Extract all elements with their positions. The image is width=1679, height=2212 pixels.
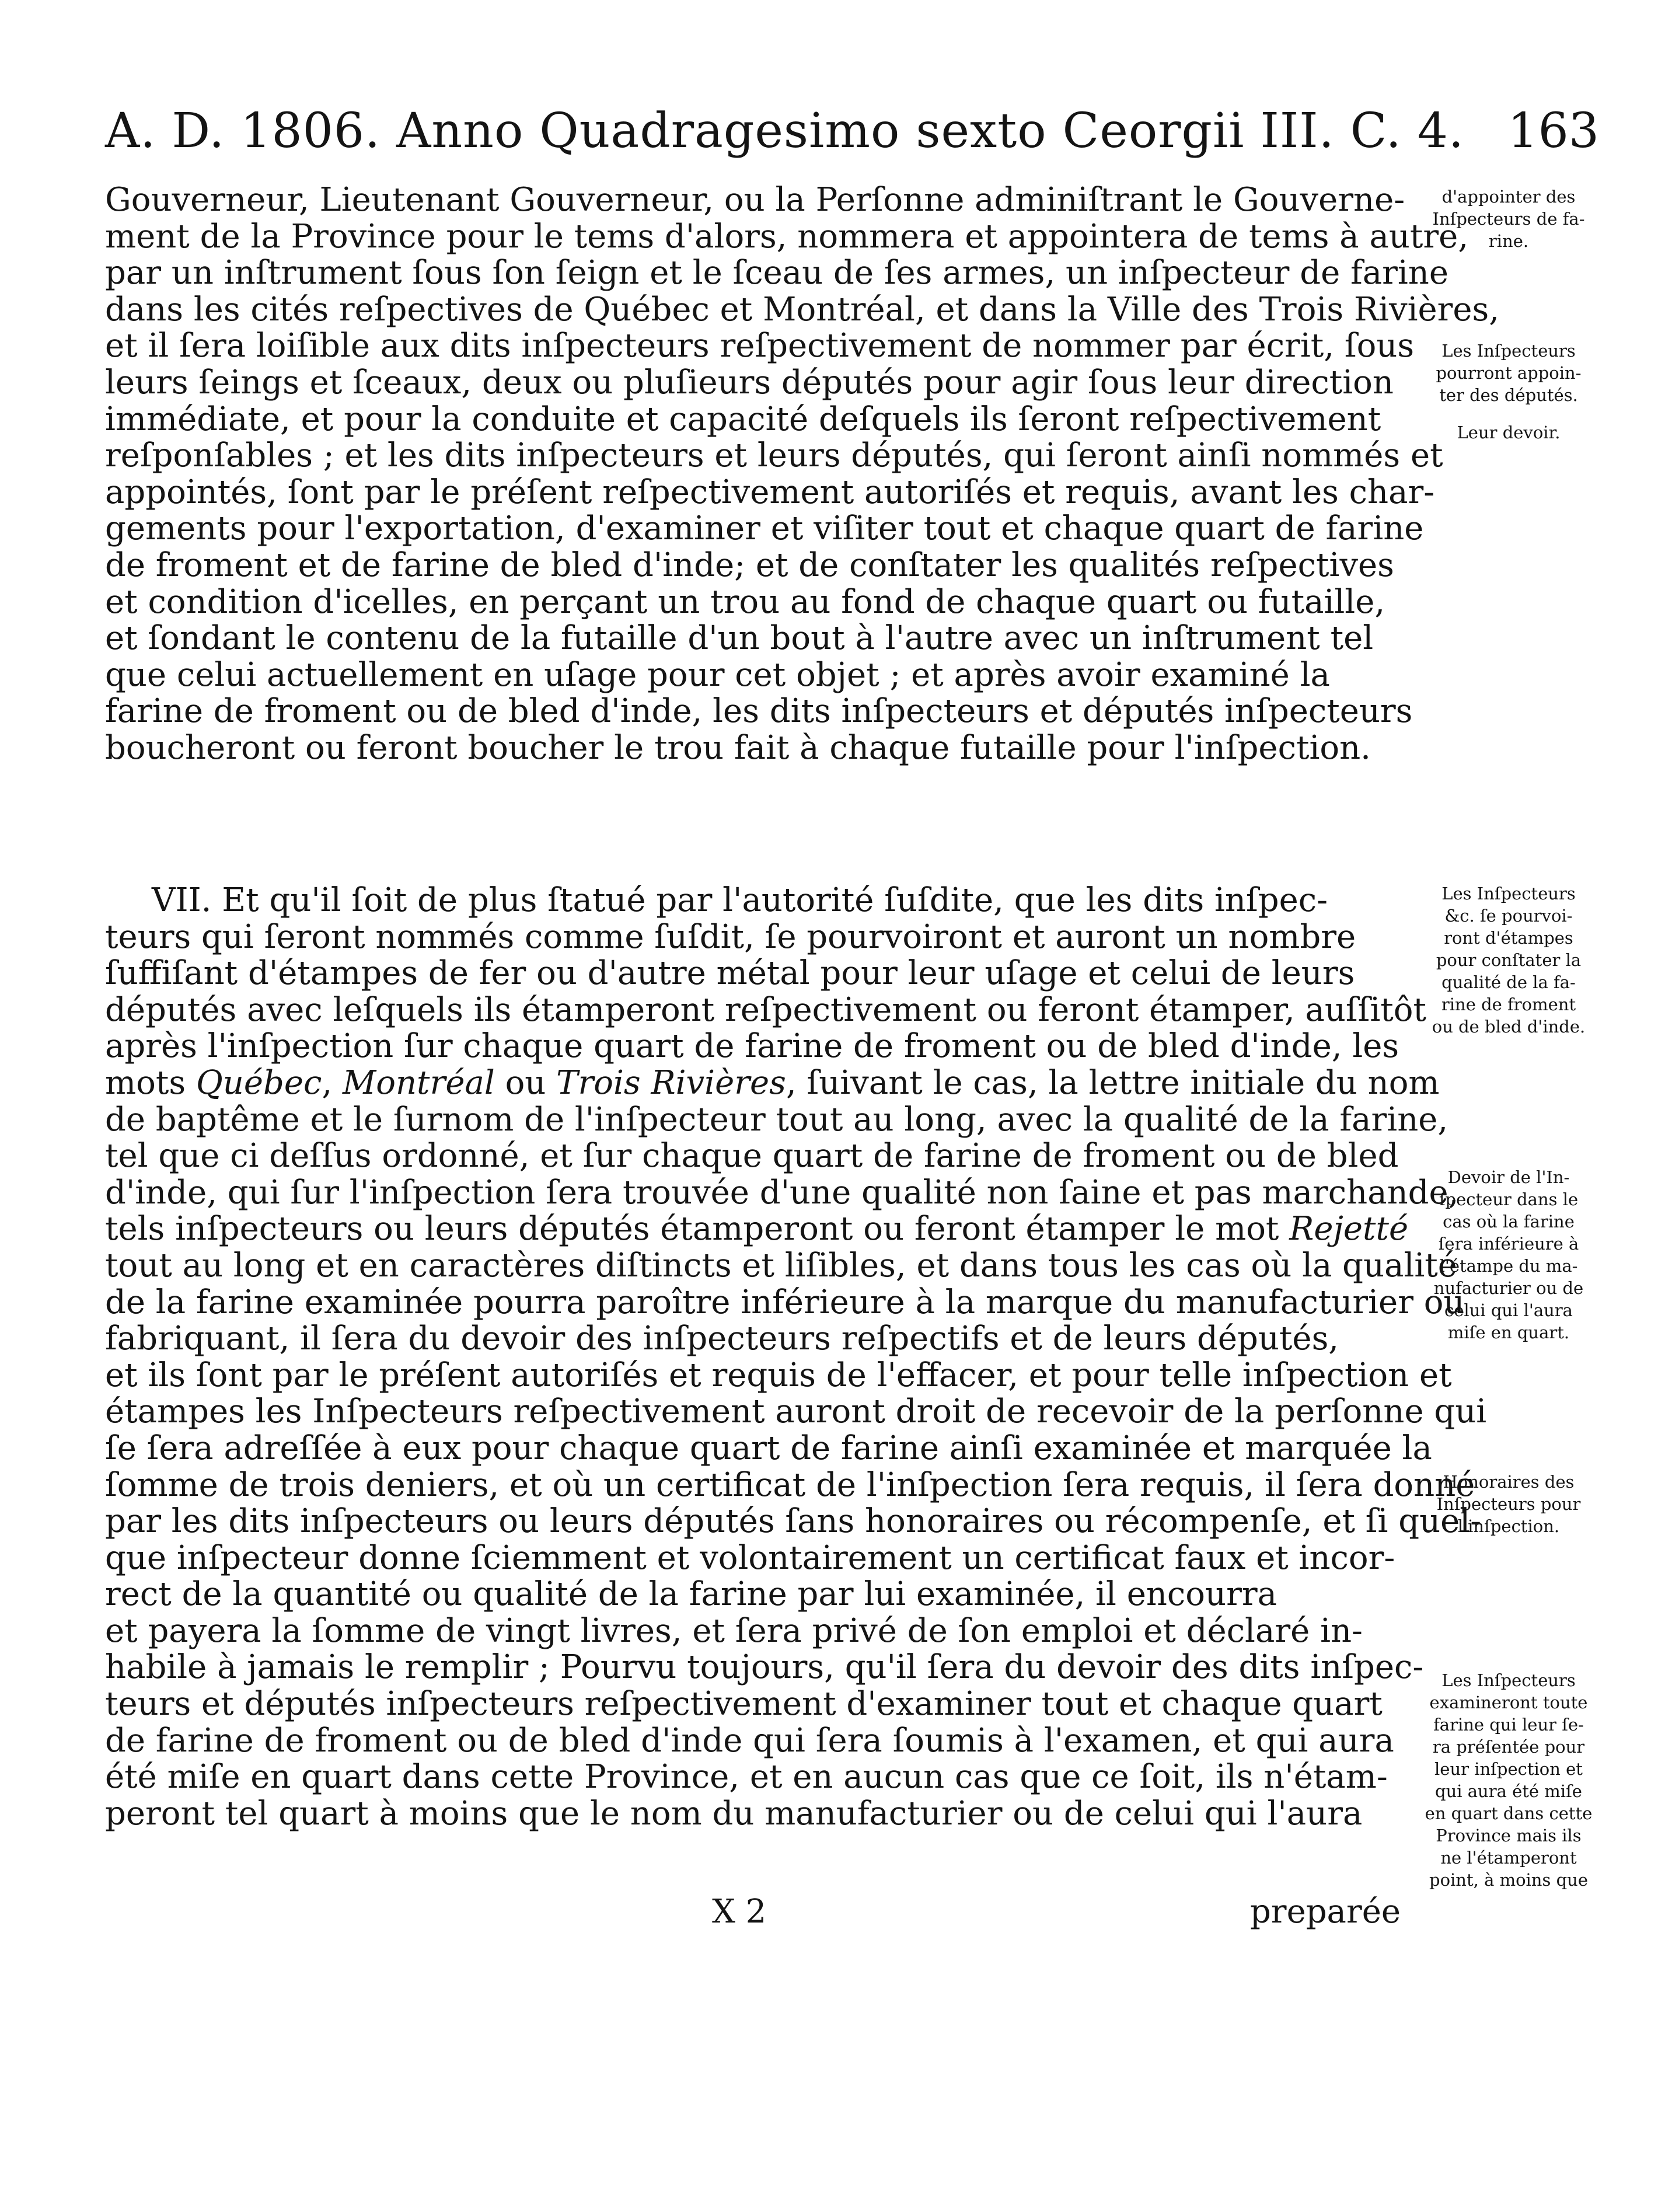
margin-note-line: en quart dans cette	[1425, 1803, 1593, 1823]
margin-note-line: cas où la farine	[1443, 1212, 1575, 1231]
text-line: de froment et de farine de bled d'inde; et de conſtater les qualités reſpectives	[105, 546, 1394, 584]
margin-note-line: Les Inſpecteurs	[1441, 341, 1576, 361]
text-line: de farine de froment ou de bled d'inde qui ſera ſoumis à l'examen, et qui aura	[105, 1721, 1394, 1760]
margin-note-line: rine.	[1488, 231, 1529, 251]
text-line: après l'inſpection ſur chaque quart de farine de froment ou de bled d'inde, les	[105, 1027, 1399, 1066]
paragraph-section-7	[105, 881, 1487, 1833]
text-line: habile à jamais le remplir ; Pourvu toujours, qu'il ſera du devoir des dits inſpec-	[105, 1648, 1424, 1687]
margin-note-line: qualité de la fa-	[1441, 972, 1576, 992]
page-footer	[105, 1894, 1401, 1935]
margin-note-line: rine de froment	[1441, 995, 1576, 1014]
text-line: été miſe en quart dans cette Province, et en aucun cas que ce ſoit, ils n'étam-	[105, 1758, 1388, 1796]
margin-note-line: ſpecteur dans le	[1439, 1189, 1579, 1209]
text-line: leurs ſeings et ſceaux, deux ou pluſieurs députés pour agir ſous leur direction	[105, 363, 1394, 402]
text-line: dans les cités reſpectives de Québec et Montréal, et dans la Ville des Trois Rivières,	[105, 290, 1500, 329]
text-line: et il ſera loiſible aux dits inſpecteurs reſpectivement de nommer par écrit, ſous	[105, 327, 1415, 365]
catchword: preparée	[1249, 1893, 1401, 1931]
text-line: que celui actuellement en uſage pour cet objet ; et après avoir examiné la	[105, 655, 1330, 694]
signature-mark: X 2	[712, 1893, 767, 1931]
text-line: reſponſables ; et les dits inſpecteurs et leurs députés, qui ſeront ainſi nommés et	[105, 437, 1443, 475]
margin-note-line: d'appointer des	[1441, 187, 1576, 207]
text-line: par les dits inſpecteurs ou leurs députés ſans honoraires ou récompenſe, et ſi quel-	[105, 1502, 1482, 1541]
text-line: teurs et députés inſpecteurs reſpectivement d'examiner tout et chaque quart	[105, 1685, 1383, 1723]
text-line: ſomme de trois deniers, et où un certificat de l'inſpection ſera requis, il ſera donné	[105, 1466, 1475, 1504]
text-line: Gouverneur, Lieutenant Gouverneur, ou la Perſonne adminiſtrant le Gouverne-	[105, 181, 1405, 219]
header-title: A. D. 1806. Anno Quadragesimo sexto Ceorgii III. C. 4.	[105, 103, 1464, 159]
margin-note-line: &c. ſe pourvoi-	[1444, 906, 1573, 926]
margin-note-line: qui aura été miſe	[1435, 1781, 1582, 1801]
place-name-montreal: Montréal	[342, 1063, 495, 1102]
margin-note-line: Inſpecteurs de fa-	[1432, 209, 1585, 229]
text-line: farine de froment ou de bled d'inde, les dits inſpecteurs et députés inſpecteurs	[105, 692, 1413, 731]
margin-note	[1412, 421, 1605, 444]
margin-note-line: leur inſpection et	[1434, 1759, 1583, 1779]
text-line: et ſondant le contenu de la futaille d'un bout à l'autre avec un inſtrument tel	[105, 619, 1374, 658]
text-line: ſuffiſant d'étampes de fer ou d'autre métal pour leur uſage et celui de leurs	[105, 954, 1355, 993]
margin-note-line: l'étampe du ma-	[1439, 1256, 1578, 1276]
text-line: peront tel quart à moins que le nom du manufacturier ou de celui qui l'aura	[105, 1794, 1363, 1833]
margin-note-line: ter des députés.	[1439, 385, 1578, 405]
margin-note	[1412, 1166, 1605, 1344]
margin-note-line: ra préſentée pour	[1432, 1737, 1585, 1757]
text-line: VII. Et qu'il ſoit de plus ſtatué par l'autorité ſuſdite, que les dits inſpec-	[152, 881, 1328, 919]
text-line: gements pour l'exportation, d'examiner et viſiter tout et chaque quart de farine	[105, 510, 1424, 548]
place-name-trois-rivieres: Trois Rivières	[556, 1063, 786, 1102]
margin-note-line: l'inſpection.	[1457, 1516, 1560, 1536]
margin-note-line: Inſpecteurs pour	[1436, 1494, 1581, 1514]
text-line: que inſpecteur donne ſciemment et volontairement un certificat faux et incor-	[105, 1538, 1395, 1577]
text-line: et ils ſont par le préſent autoriſés et requis de l'effacer, et pour telle inſpection et	[105, 1356, 1452, 1394]
margin-note-line: examineront toute	[1429, 1693, 1588, 1712]
margin-note	[1412, 186, 1605, 252]
margin-note	[1412, 1669, 1605, 1891]
text-line: tout au long et en caractères diſtincts et liſibles, et dans tous les cas où la qualité	[105, 1246, 1457, 1285]
margin-note-line: ront d'étampes	[1444, 928, 1573, 948]
text-line: par un inſtrument ſous ſon ſeign et le ſceau de ſes armes, un inſpecteur de farine	[105, 254, 1449, 292]
margin-note-line: Les Inſpecteurs	[1441, 1670, 1576, 1690]
margin-note	[1412, 1471, 1605, 1537]
text-line: et condition d'icelles, en perçant un trou au fond de chaque quart ou futaille,	[105, 582, 1385, 621]
running-header	[105, 93, 1599, 181]
margin-note-line: ſera inférieure à	[1438, 1234, 1579, 1254]
text-line: députés avec leſquels ils étamperont reſpectivement ou feront étamper, auſſitôt	[105, 990, 1427, 1029]
margin-note-line: Province mais ils	[1436, 1826, 1582, 1845]
margin-note-line: Leur devoir.	[1457, 423, 1561, 442]
text-line: fabriquant, il ſera du devoir des inſpecteurs reſpectifs et de leurs députés,	[105, 1320, 1339, 1358]
paragraph-section-6-continued	[105, 181, 1500, 767]
margin-note-line: Honoraires des	[1443, 1472, 1575, 1492]
text-line: mots Québec, Montréal ou Trois Rivières, ſuivant le cas, la lettre initiale du nom	[105, 1063, 1440, 1102]
margin-note	[1412, 882, 1605, 1038]
text-line: de baptême et le ſurnom de l'inſpecteur tout au long, avec la qualité de la farine,	[105, 1100, 1448, 1139]
margin-note-line: pourront appoin-	[1436, 363, 1582, 383]
margin-note-line: ne l'étamperont	[1440, 1848, 1577, 1868]
margin-note-line: ou de bled d'inde.	[1432, 1017, 1586, 1037]
text-line: étampes les Inſpecteurs reſpectivement auront droit de recevoir de la perſonne qui	[105, 1393, 1487, 1431]
text-line: teurs qui ſeront nommés comme ſuſdit, ſe pourvoiront et auront un nombre	[105, 917, 1356, 956]
margin-note-line: point, à moins que	[1429, 1870, 1588, 1890]
margin-note-line: miſe en quart.	[1447, 1323, 1570, 1342]
text-line: d'inde, qui ſur l'inſpection ſera trouvée d'une qualité non ſaine et pas marchande,	[105, 1173, 1459, 1212]
margin-note-line: Devoir de l'In-	[1447, 1167, 1570, 1187]
margin-note-line: pour conſtater la	[1436, 950, 1582, 970]
margin-note-line: nufacturier ou de	[1433, 1278, 1584, 1298]
word-rejette: Rejetté	[1289, 1210, 1409, 1248]
margin-note-line: farine qui leur ſe-	[1433, 1715, 1584, 1735]
page-number: 163	[1507, 103, 1599, 159]
text-line: appointés, ſont par le préſent reſpectivement autoriſés et requis, avant les char-	[105, 473, 1435, 511]
text-line: rect de la quantité ou qualité de la farine par lui examinée, il encourra	[105, 1575, 1277, 1614]
margin-note-line: Les Inſpecteurs	[1441, 884, 1576, 903]
text-line: de la farine examinée pourra paroître inférieure à la marque du manufacturier ou	[105, 1283, 1465, 1321]
text-line: ment de la Province pour le tems d'alors, nommera et appointera de tems à autre,	[105, 217, 1469, 256]
margin-note-line: celui qui l'aura	[1444, 1300, 1573, 1320]
text-line: et payera la ſomme de vingt livres, et ſera privé de ſon emploi et déclaré in-	[105, 1611, 1363, 1650]
text-line: tels inſpecteurs ou leurs députés étamperont ou feront étamper le mot Rejetté	[105, 1210, 1409, 1248]
text-line: immédiate, et pour la conduite et capacité deſquels ils ſeront reſpectivement	[105, 400, 1381, 438]
text-line: tel que ci deſſus ordonné, et ſur chaque quart de farine de froment ou de bled	[105, 1137, 1399, 1175]
text-line: boucheront ou feront boucher le trou fait à chaque futaille pour l'inſpection.	[105, 728, 1371, 767]
place-name-quebec: Québec	[196, 1063, 322, 1102]
text-line: ſe ſera adreſſée à eux pour chaque quart de farine ainſi examinée et marquée la	[105, 1429, 1432, 1467]
margin-note	[1412, 340, 1605, 406]
